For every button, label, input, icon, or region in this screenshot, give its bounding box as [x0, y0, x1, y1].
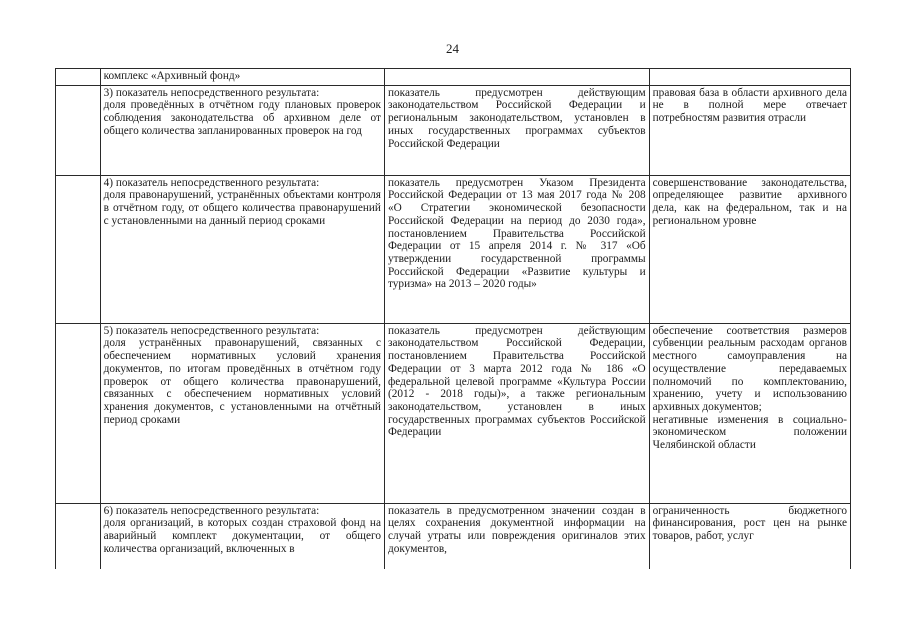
indicators-table [55, 68, 851, 569]
table-row [56, 503, 851, 569]
basis-text: показатель в предусмотренном значении создан в целях сохранения документной информации на случай утраты или повреждения оригиналов этих документов, [387, 504, 646, 555]
indicator-text: 5) показатель непосредственного результата: доля устранённых правонарушений, связанных с обеспечением нормативных условий хранения документов, по итогам проведённых в отчётном году проверок от общего количества правонарушений, связанных с обеспечением нормативных условий хранения документов, с установленными на отчётный период сроками [103, 324, 381, 426]
basis-cell [384, 85, 649, 175]
indicator-cell [100, 175, 384, 323]
reason-cell [649, 175, 850, 323]
row-number-cell [56, 175, 101, 323]
table-row [56, 175, 851, 323]
row-number-cell [56, 85, 101, 175]
reason-cell [649, 85, 850, 175]
indicator-text: комплекс «Архивный фонд» [103, 70, 241, 82]
indicator-text: 3) показатель непосредственного результата: доля проведённых в отчётном году плановых проверок соблюдения законодательства об архивном деле от общего количества запланированных проверок на год [103, 86, 381, 137]
indicator-text: 6) показатель непосредственного результата: доля организаций, в которых создан страховой фонд на аварийный комплект документации, от общего количества организаций, включенных в [103, 504, 381, 555]
reason-text: ограниченность бюджетного финансирования, рост цен на рынке товаров, работ, услуг [652, 504, 847, 543]
table-row [56, 69, 851, 86]
indicator-text: 4) показатель непосредственного результата: доля правонарушений, устранённых объектами контроля в отчётном году, от общего количества правонарушений с установленными на данный период сроками [103, 176, 381, 227]
basis-cell [384, 175, 649, 323]
reason-cell [649, 503, 850, 569]
row-number-cell [56, 69, 101, 86]
table-row [56, 85, 851, 175]
reason-cell [649, 323, 850, 503]
page-number: 24 [446, 41, 459, 56]
indicator-cell [100, 503, 384, 569]
reason-cell [649, 69, 850, 86]
reason-text: обеспечение соответствия размеров субвенции реальным расходам органов местного самоуправления на осуществление передаваемых полномочий по комплектованию, хранению, учету и использованию архивных документов; негативные изменения в социально-экономическом положении Челябинской области [652, 324, 847, 452]
basis-text: показатель предусмотрен действующим законодательством Российской Федерации и региональным законодательством, установлен в иных государственных программах субъектов Российской Федерации [387, 86, 646, 150]
indicator-cell [100, 69, 384, 86]
table-row [56, 323, 851, 503]
reason-text: правовая база в области архивного дела не в полной мере отвечает потребностям развития отрасли [652, 86, 847, 125]
row-number-cell [56, 323, 101, 503]
basis-cell [384, 69, 649, 86]
indicator-cell [100, 85, 384, 175]
basis-text: показатель предусмотрен действующим законодательством Российской Федерации, постановлением Правительства Российской Федерации от 3 марта 2012 года № 186 «О федеральной целевой программе «Культура России (2012 - 2018 годы)», а также региональным законодательством, установлен в иных государственных программах субъектов Российской Федерации [387, 324, 646, 439]
row-number-cell [56, 503, 101, 569]
indicator-cell [100, 323, 384, 503]
basis-cell [384, 503, 649, 569]
reason-text: совершенствование законодательства, определяющее развитие архивного дела, как на федеральном, так и на региональном уровне [652, 176, 847, 227]
basis-text: показатель предусмотрен Указом Президента Российской Федерации от 13 мая 2017 года № 208 «О Стратегии экономической безопасности Российской Федерации на период до 2030 года», постановлением Правительства Российской Федерации от 15 апреля 2014 г. № 317 «Об утверждении государственной программы Российской Федерации «Развитие культуры и туризма» на 2013 – 2020 годы» [387, 176, 646, 291]
basis-cell [384, 323, 649, 503]
